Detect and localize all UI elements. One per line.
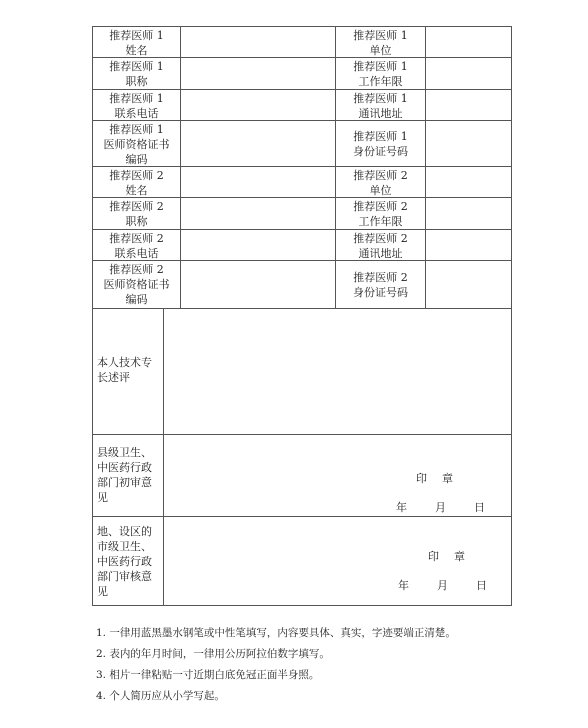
county-date: 年 月 日: [396, 501, 487, 514]
table-bottom-border: [92, 605, 512, 606]
doctor1-unit-label: 推荐医师 1 单位: [353, 29, 408, 57]
row-divider: [92, 308, 512, 309]
row-divider: [92, 89, 512, 90]
note-item: 1. 一律用蓝黑墨水钢笔或中性笔填写，内容要具体、真实，字迹要端正清楚。: [96, 627, 456, 639]
note-item: 2. 表内的年月时间，一律用公历阿拉伯数字填写。: [96, 648, 330, 660]
doctor2-unit-label: 推荐医师 2 单位: [353, 169, 408, 197]
row-divider: [92, 434, 512, 435]
doctor2-cert-label: 推荐医师 2 医师资格证书 编码: [103, 263, 170, 306]
doctor1-years-label: 推荐医师 1 工作年限: [353, 60, 408, 88]
doctor2-years-label: 推荐医师 2 工作年限: [353, 200, 408, 228]
city-date: 年 月 日: [398, 579, 489, 592]
doctor2-phone-label: 推荐医师 2 联系电话: [109, 232, 164, 260]
doctor2-title-label: 推荐医师 2 职称: [109, 200, 164, 228]
expertise-label: 本人技术专 长述评: [97, 356, 152, 384]
row-divider: [92, 516, 512, 517]
table-right-border: [511, 26, 512, 606]
city-review-label: 地、设区的 市级卫生、 中医药行政 部门审核意 见: [97, 525, 152, 598]
doctor1-id-label: 推荐医师 1 身份证号码: [353, 130, 408, 158]
county-review-label: 县级卫生、 中医药行政 部门初审意 见: [97, 446, 152, 504]
column-divider: [180, 26, 181, 308]
form-notes: [96, 623, 456, 707]
row-divider: [92, 229, 512, 230]
city-stamp: 印 章: [428, 550, 467, 563]
table-top-border: [92, 26, 512, 27]
county-stamp: 印 章: [416, 472, 455, 485]
column-divider: [425, 26, 426, 308]
doctor2-address-label: 推荐医师 2 通讯地址: [353, 232, 408, 260]
doctor2-name-label: 推荐医师 2 姓名: [109, 169, 164, 197]
note-item: 3. 相片一律粘贴一寸近期白底免冠正面半身照。: [96, 669, 320, 681]
doctor1-phone-label: 推荐医师 1 联系电话: [109, 92, 164, 120]
doctor2-id-label: 推荐医师 2 身份证号码: [353, 271, 408, 299]
doctor1-cert-label: 推荐医师 1 医师资格证书 编码: [103, 123, 170, 166]
doctor1-title-label: 推荐医师 1 职称: [109, 60, 164, 88]
doctor1-address-label: 推荐医师 1 通讯地址: [353, 92, 408, 120]
note-item: 4. 个人简历应从小学写起。: [96, 690, 225, 702]
doctor1-name-label: 推荐医师 1 姓名: [109, 29, 164, 57]
